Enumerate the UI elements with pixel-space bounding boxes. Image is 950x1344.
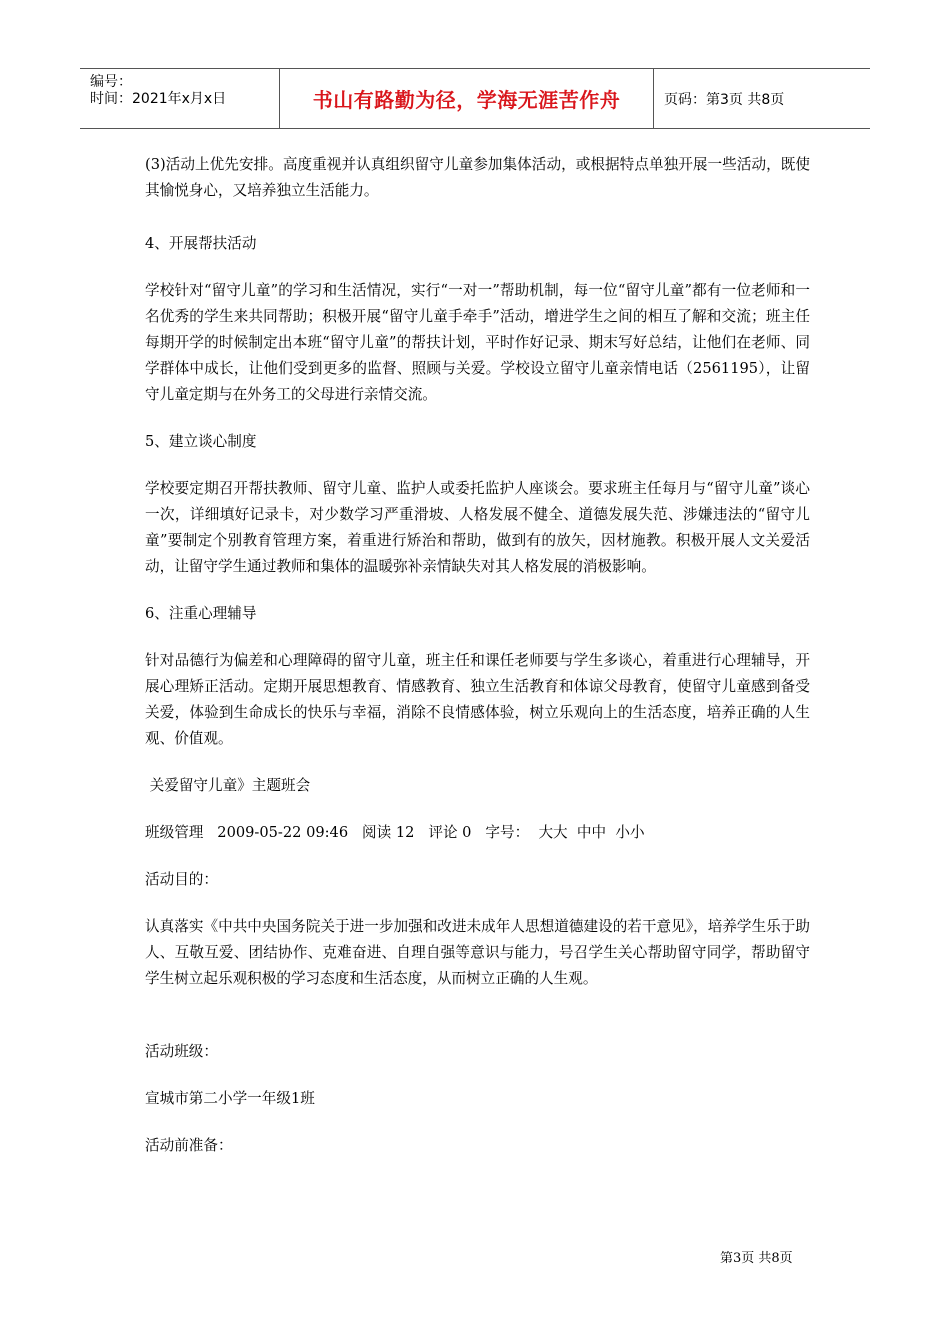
- header-meta-cell: [80, 69, 280, 128]
- paragraph: 学校要定期召开帮扶教师、留守儿童、监护人或委托监护人座谈会。要求班主任每月与“留守儿童”谈心一次，详细填好记录卡，对少数学习严重滑坡、人格发展不健全、道德发展失范、涉嫌违法的“留守儿童”要制定个别教育管理方案，着重进行矫治和帮助，做到有的放矢，因材施教。积极开展人文关爱活动，让留守学生通过教师和集体的温暖弥补亲情缺失对其人格发展的消极影响。: [145, 480, 810, 575]
- section-heading: 4、开展帮扶活动: [145, 235, 257, 252]
- article-meta: 班级管理 2009-05-22 09:46 阅读 12 评论 0 字号： 大大 中中 小小: [145, 824, 645, 841]
- section-heading: 6、注重心理辅导: [145, 605, 257, 622]
- paragraph: 宣城市第二小学一年级1班: [145, 1090, 315, 1107]
- page-info: 页码：第3页 共8页: [664, 91, 785, 108]
- document-body: [145, 152, 810, 1159]
- time-label: 时间：2021年x月x日: [90, 91, 227, 107]
- section-heading: 活动班级：: [145, 1043, 218, 1060]
- header-motto-cell: [280, 69, 654, 128]
- page-header: [80, 68, 870, 129]
- section-heading: 活动目的：: [145, 871, 218, 888]
- paragraph: 认真落实《中共中央国务院关于进一步加强和改进未成年人思想道德建设的若干意见》，培养学生乐于助人、互敬互爱、团结协作、克难奋进、自理自强等意识与能力，号召学生关心帮助留守同学，帮助留守学生树立起乐观积极的学习态度和生活态度，从而树立正确的人生观。: [145, 918, 810, 987]
- header-page-cell: [654, 69, 870, 128]
- page-footer: 第3页 共8页: [720, 1251, 793, 1266]
- paragraph: 针对品德行为偏差和心理障碍的留守儿童，班主任和课任老师要与学生多谈心，着重进行心理辅导，开展心理矫正活动。定期开展思想教育、情感教育、独立生活教育和体谅父母教育，使留守儿童感到备受关爱，体验到生命成长的快乐与幸福，消除不良情感体验，树立乐观向上的生活态度，培养正确的人生观、价值观。: [145, 652, 810, 747]
- section-heading: 5、建立谈心制度: [145, 433, 257, 450]
- motto: 书山有路勤为径，学海无涯苦作舟: [312, 88, 621, 112]
- paragraph: (3)活动上优先安排。高度重视并认真组织留守儿童参加集体活动，或根据特点单独开展一些活动，既使其愉悦身心，又培养独立生活能力。: [145, 156, 810, 199]
- number-label: 编号：: [90, 74, 132, 90]
- paragraph: 学校针对“留守儿童”的学习和生活情况，实行“一对一”帮助机制，每一位“留守儿童”都有一位老师和一名优秀的学生来共同帮助；积极开展“留守儿童手牵手”活动，增进学生之间的相互了解和交流；班主任每期开学的时候制定出本班“留守儿童”的帮扶计划，平时作好记录、期末写好总结，让他们在老师、同学群体中成长，让他们受到更多的监督、照顾与关爱。学校设立留守儿童亲情电话（2561195），让留守儿童定期与在外务工的父母进行亲情交流。: [145, 282, 810, 403]
- meeting-title: 关爱留守儿童》主题班会: [145, 777, 311, 794]
- section-heading: 活动前准备：: [145, 1137, 233, 1154]
